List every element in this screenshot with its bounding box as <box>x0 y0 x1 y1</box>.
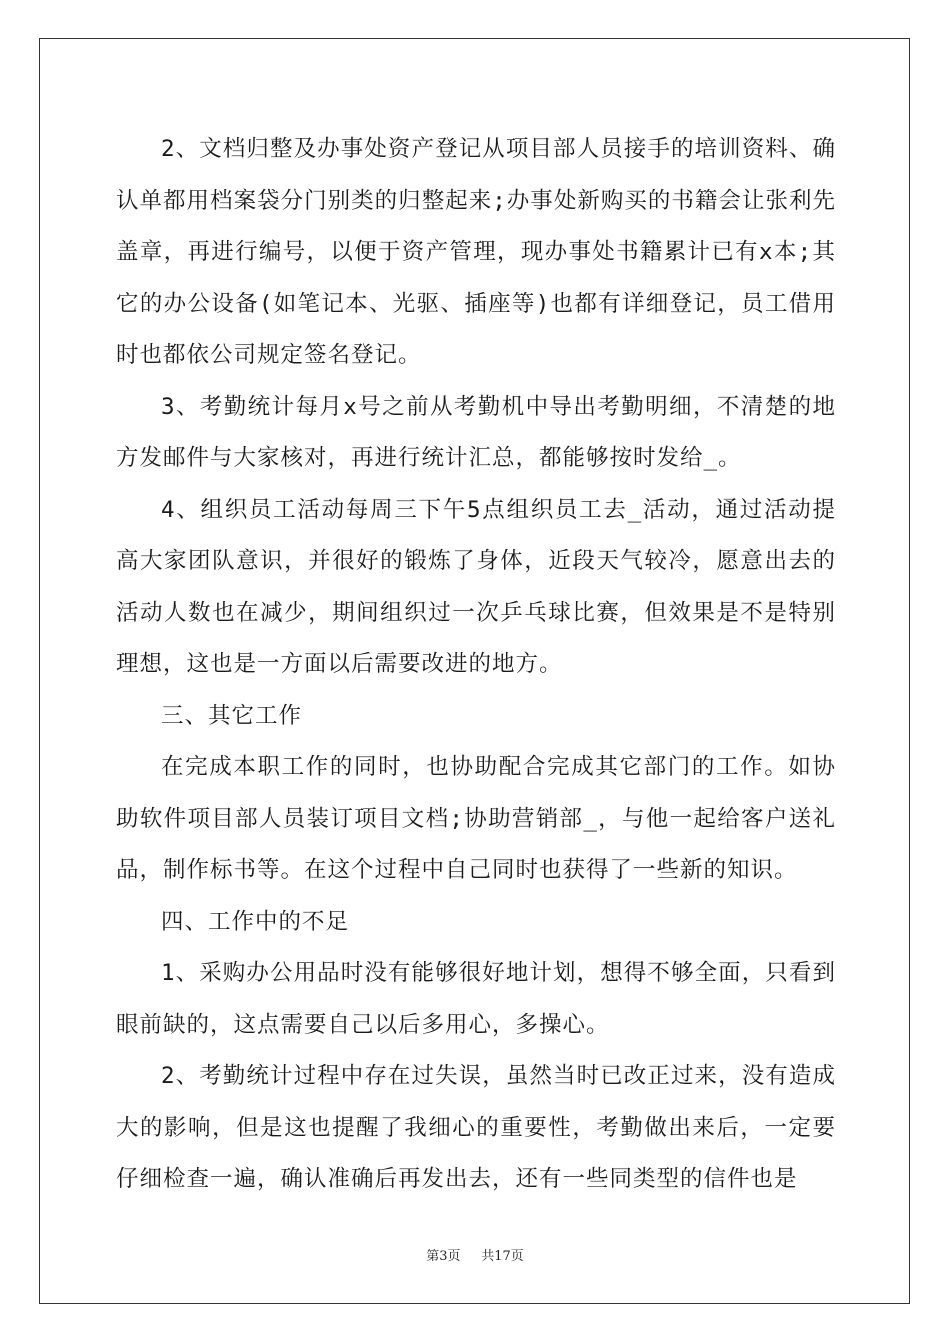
section-heading-other-work: 三、其它工作 <box>161 702 303 729</box>
paragraph-attendance: 3、考勤统计每月x号之前从考勤机中导出考勤明细，不清楚的地方发邮件与大家核对，再进行统计汇总，都能够按时发给_。 <box>116 393 836 471</box>
paragraph-staff-activities: 4、组织员工活动每周三下午5点组织员工去_活动，通过活动提高大家团队意识，并很好的锻炼了身体，近段天气较冷，愿意出去的活动人数也在减少，期间组织过一次乒乓球比赛，但效果是不是特别理想，这也是一方面以后需要改进的地方。 <box>116 496 836 677</box>
page-total: 共17页 <box>481 1249 524 1264</box>
page-footer <box>0 1245 950 1264</box>
paragraph-shortcoming-purchasing: 1、采购办公用品时没有能够很好地计划，想得不够全面，只看到眼前缺的，这点需要自己以后多用心，多操心。 <box>116 960 836 1038</box>
paragraph-asset-registration: 2、文档归整及办事处资产登记从项目部人员接手的培训资料、确认单都用档案袋分门别类的归整起来;办事处新购买的书籍会让张利先盖章，再进行编号，以便于资产管理，现办事处书籍累计已有x本;其它的办公设备(如笔记本、光驱、插座等)也都有详细登记，员工借用时也都依公司规定签名登记。 <box>116 136 836 368</box>
paragraph-shortcoming-attendance: 2、考勤统计过程中存在过失误，虽然当时已改正过来，没有造成大的影响，但是这也提醒了我细心的重要性，考勤做出来后，一定要仔细检查一遍，确认准确后再发出去，还有一些同类型的信件也是 <box>116 1063 836 1192</box>
document-body <box>116 124 836 1206</box>
section-heading-shortcomings: 四、工作中的不足 <box>161 908 350 935</box>
page-number: 第3页 <box>426 1249 461 1264</box>
paragraph-other-work: 在完成本职工作的同时，也协助配合完成其它部门的工作。如协助软件项目部人员装订项目文档;协助营销部_，与他一起给客户送礼品，制作标书等。在这个过程中自己同时也获得了一些新的知识。 <box>116 754 836 883</box>
